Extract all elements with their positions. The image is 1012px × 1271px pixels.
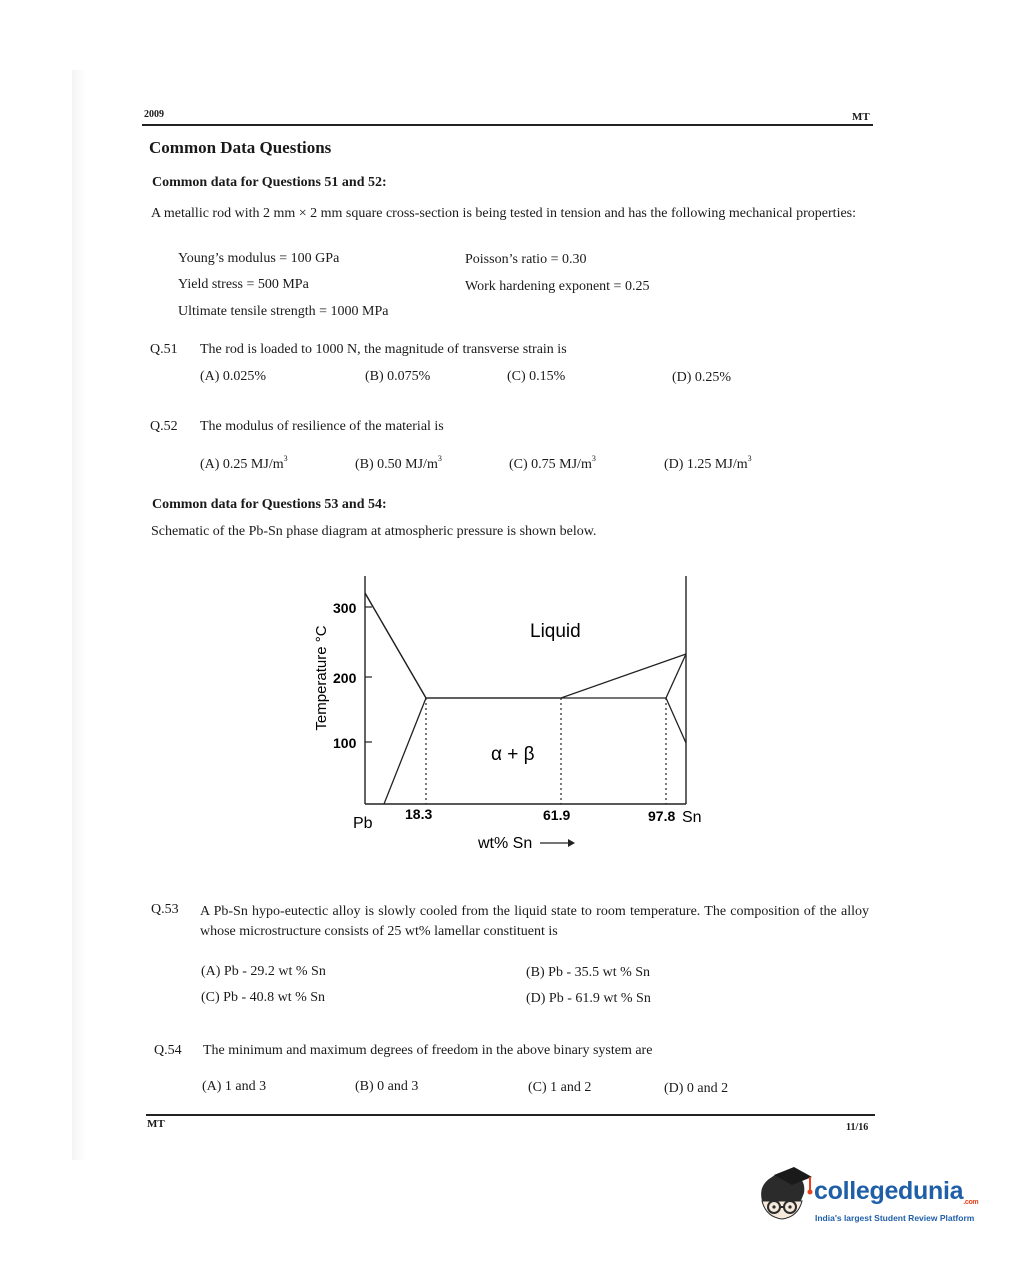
liquidus-lines (365, 593, 686, 698)
header-paper-code: MT (852, 111, 870, 123)
q54-option-b: (B) 0 and 3 (355, 1079, 419, 1094)
q51-text: The rod is loaded to 1000 N, the magnitude of transverse strain is (200, 342, 567, 357)
q52-option-b: (B) 0.50 $MJ/m^3$ (355, 454, 442, 472)
block1-intro: A metallic rod with 2 mm × 2 mm square cross-section is being tested in tension and has the following mechanical properties: (151, 206, 857, 221)
mascot-icon (752, 1163, 814, 1225)
x-axis-label: wt% Sn (478, 835, 533, 852)
q52-option-c: (C) 0.75 $MJ/m^3$ (509, 454, 596, 472)
prop-poisson: Poisson’s ratio = 0.30 (465, 252, 587, 267)
ytick-label-100: 100 (333, 735, 357, 751)
liquid-region-label: Liquid (530, 621, 581, 642)
block2-heading: Common data for Questions 53 and 54: (152, 497, 387, 512)
y-axis-label: Temperature °C (313, 625, 330, 731)
ytick-label-200: 200 (333, 670, 357, 686)
xmark-18-3: 18.3 (405, 806, 433, 822)
prop-youngs-modulus: Young’s modulus = 100 GPa (178, 251, 340, 266)
footer-page-number: 11/16 (846, 1122, 869, 1133)
q52-number: Q.52 (150, 419, 178, 434)
xmark-97-8: 97.8 (648, 808, 676, 824)
prop-uts: Ultimate tensile strength = 1000 MPa (178, 304, 389, 319)
q53-number: Q.53 (151, 902, 179, 917)
block2-intro: Schematic of the Pb-Sn phase diagram at atmospheric pressure is shown below. (151, 524, 597, 539)
brand-tagline: India's largest Student Review Platform (815, 1213, 975, 1223)
xmark-61-9: 61.9 (543, 807, 571, 823)
block1-heading: Common data for Questions 51 and 52: (152, 175, 387, 190)
q53-option-b: (B) Pb - 35.5 wt % Sn (526, 965, 651, 980)
prop-work-hardening: Work hardening exponent = 0.25 (465, 279, 650, 294)
prop-yield-stress: Yield stress = 500 MPa (178, 277, 309, 292)
q54-option-d: (D) 0 and 2 (664, 1081, 729, 1096)
q53-text: A Pb-Sn hypo-eutectic alloy is slowly cooled from the liquid state to room temperature. The composition of the alloy whose microstructure consists of 25 wt% lamellar constituent is (200, 904, 869, 939)
q54-text: The minimum and maximum degrees of freedom in the above binary system are (203, 1043, 653, 1058)
q54-option-c: (C) 1 and 2 (528, 1080, 592, 1095)
q53-option-c: (C) Pb - 40.8 wt % Sn (201, 990, 326, 1005)
q53-option-d: (D) Pb - 61.9 wt % Sn (526, 991, 651, 1006)
brand-name: collegedunia.com (814, 1177, 979, 1206)
pb-label: Pb (353, 815, 373, 832)
footer-rule (146, 1114, 875, 1116)
beta-solidus-solvus (666, 654, 686, 743)
collegedunia-watermark (752, 1163, 982, 1227)
q52-option-a: (A) 0.25 $MJ/m^3$ (200, 454, 288, 472)
q51-option-b: (B) 0.075% (365, 369, 431, 384)
q53-option-a: (A) Pb - 29.2 wt % Sn (201, 964, 326, 979)
footer-paper-code: MT (147, 1118, 165, 1130)
q51-option-c: (C) 0.15% (507, 369, 566, 384)
q51-option-d: (D) 0.25% (672, 370, 732, 385)
two-phase-region-label: α + β (491, 744, 535, 765)
q52-option-d: (D) 1.25 $MJ/m^3$ (664, 454, 752, 472)
q54-number: Q.54 (154, 1043, 182, 1058)
header-year: 2009 (144, 109, 164, 120)
alpha-solidus-solvus (365, 593, 426, 804)
section-title: Common Data Questions (149, 138, 332, 157)
q51-number: Q.51 (150, 342, 178, 357)
x-axis-arrow-head (568, 839, 575, 847)
ytick-label-300: 300 (333, 600, 357, 616)
sn-label: Sn (682, 809, 702, 826)
q51-option-a: (A) 0.025% (200, 369, 267, 384)
q52-text: The modulus of resilience of the material is (200, 419, 444, 434)
q54-option-a: (A) 1 and 3 (202, 1079, 267, 1094)
